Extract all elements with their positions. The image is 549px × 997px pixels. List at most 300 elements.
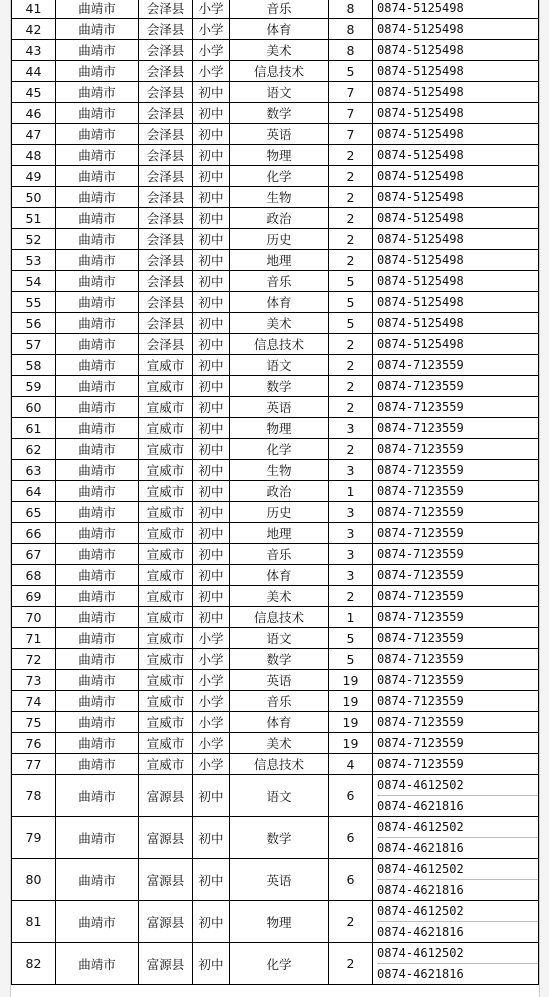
- subject-cell: 化学: [230, 439, 329, 460]
- subject-cell: 美术: [230, 586, 329, 607]
- subject-cell: 物理: [230, 418, 329, 439]
- table-row: [12, 460, 539, 481]
- row-number-cell: 59: [12, 376, 56, 397]
- row-number-cell: 75: [12, 712, 56, 733]
- city-cell: 曲靖市: [56, 586, 139, 607]
- phone-number: 0874-7123559: [377, 463, 464, 477]
- county-cell: 宣威市: [139, 523, 193, 544]
- county-cell: 会泽县: [139, 250, 193, 271]
- phone-cell: [373, 355, 539, 376]
- city-cell: 曲靖市: [56, 754, 139, 775]
- city-cell: 曲靖市: [56, 40, 139, 61]
- row-number-cell: 49: [12, 166, 56, 187]
- row-number-cell: 53: [12, 250, 56, 271]
- phone-cell: [373, 670, 539, 691]
- phone-number: 0874-7123559: [377, 757, 464, 771]
- table-row: [12, 670, 539, 691]
- count-cell: 5: [329, 61, 373, 82]
- school-level-cell: 初中: [193, 502, 230, 523]
- county-cell: 会泽县: [139, 82, 193, 103]
- school-level-cell: 初中: [193, 817, 230, 859]
- phone-number: 0874-4612502: [377, 862, 464, 876]
- city-cell: 曲靖市: [56, 19, 139, 40]
- table-row: [12, 817, 539, 859]
- phone-cell: [373, 649, 539, 670]
- phone-cell: [373, 19, 539, 40]
- row-number-cell: 64: [12, 481, 56, 502]
- county-cell: 会泽县: [139, 334, 193, 355]
- school-level-cell: 小学: [193, 649, 230, 670]
- subject-cell: 地理: [230, 250, 329, 271]
- city-cell: 曲靖市: [56, 670, 139, 691]
- city-cell: 曲靖市: [56, 250, 139, 271]
- subject-cell: 英语: [230, 859, 329, 901]
- subject-cell: 数学: [230, 103, 329, 124]
- city-cell: 曲靖市: [56, 649, 139, 670]
- phone-cell: [373, 607, 539, 628]
- county-cell: 会泽县: [139, 292, 193, 313]
- table-row: [12, 145, 539, 166]
- phone-number: 0874-7123559: [377, 442, 464, 456]
- subject-cell: 美术: [230, 733, 329, 754]
- count-cell: 2: [329, 943, 373, 985]
- school-level-cell: 初中: [193, 145, 230, 166]
- subject-cell: 政治: [230, 208, 329, 229]
- city-cell: 曲靖市: [56, 229, 139, 250]
- school-level-cell: 小学: [193, 754, 230, 775]
- row-number-cell: 57: [12, 334, 56, 355]
- phone-number: 0874-4621816: [377, 921, 538, 942]
- row-number-cell: 82: [12, 943, 56, 985]
- school-level-cell: 初中: [193, 418, 230, 439]
- table-row: [12, 250, 539, 271]
- phone-cell: [373, 82, 539, 103]
- city-cell: 曲靖市: [56, 292, 139, 313]
- count-cell: 3: [329, 502, 373, 523]
- phone-number: 0874-7123559: [377, 547, 464, 561]
- county-cell: 宣威市: [139, 376, 193, 397]
- row-number-cell: 68: [12, 565, 56, 586]
- row-number-cell: 71: [12, 628, 56, 649]
- count-cell: 8: [329, 40, 373, 61]
- school-level-cell: 小学: [193, 19, 230, 40]
- table-row: [12, 649, 539, 670]
- table-row: [12, 544, 539, 565]
- city-cell: 曲靖市: [56, 313, 139, 334]
- county-cell: 宣威市: [139, 670, 193, 691]
- school-level-cell: 初中: [193, 313, 230, 334]
- county-cell: 会泽县: [139, 0, 193, 19]
- count-cell: 8: [329, 19, 373, 40]
- table-row: [12, 61, 539, 82]
- county-cell: 会泽县: [139, 40, 193, 61]
- phone-cell: [373, 859, 539, 901]
- subject-cell: 英语: [230, 670, 329, 691]
- school-level-cell: 初中: [193, 292, 230, 313]
- city-cell: 曲靖市: [56, 334, 139, 355]
- county-cell: 宣威市: [139, 481, 193, 502]
- count-cell: 6: [329, 817, 373, 859]
- city-cell: 曲靖市: [56, 376, 139, 397]
- school-level-cell: 初中: [193, 607, 230, 628]
- city-cell: 曲靖市: [56, 712, 139, 733]
- count-cell: 3: [329, 418, 373, 439]
- count-cell: 5: [329, 271, 373, 292]
- count-cell: 5: [329, 628, 373, 649]
- row-number-cell: 78: [12, 775, 56, 817]
- subject-cell: 数学: [230, 649, 329, 670]
- subject-cell: 物理: [230, 145, 329, 166]
- county-cell: 富源县: [139, 901, 193, 943]
- phone-number: 0874-4612502: [377, 778, 464, 792]
- phone-cell: [373, 439, 539, 460]
- row-number-cell: 74: [12, 691, 56, 712]
- row-number-cell: 42: [12, 19, 56, 40]
- count-cell: 7: [329, 103, 373, 124]
- subject-cell: 信息技术: [230, 607, 329, 628]
- county-cell: 宣威市: [139, 754, 193, 775]
- phone-number: 0874-5125498: [377, 64, 464, 78]
- table-row: [12, 40, 539, 61]
- phone-number: 0874-5125498: [377, 85, 464, 99]
- row-number-cell: 62: [12, 439, 56, 460]
- table-row: [12, 82, 539, 103]
- count-cell: 5: [329, 313, 373, 334]
- phone-cell: [373, 754, 539, 775]
- phone-number: 0874-5125498: [377, 22, 464, 36]
- phone-cell: [373, 376, 539, 397]
- subject-cell: 体育: [230, 19, 329, 40]
- phone-number: 0874-7123559: [377, 400, 464, 414]
- table-row: [12, 208, 539, 229]
- table-row: [12, 166, 539, 187]
- school-level-cell: 小学: [193, 40, 230, 61]
- school-level-cell: 初中: [193, 943, 230, 985]
- count-cell: 6: [329, 775, 373, 817]
- phone-number: 0874-4612502: [377, 904, 464, 918]
- school-level-cell: 初中: [193, 82, 230, 103]
- subject-cell: 音乐: [230, 691, 329, 712]
- phone-cell: [373, 397, 539, 418]
- city-cell: 曲靖市: [56, 61, 139, 82]
- school-level-cell: 初中: [193, 355, 230, 376]
- table-row: [12, 607, 539, 628]
- city-cell: 曲靖市: [56, 439, 139, 460]
- recruitment-table: [11, 0, 539, 985]
- county-cell: 宣威市: [139, 565, 193, 586]
- table-row: [12, 376, 539, 397]
- phone-cell: [373, 0, 539, 19]
- phone-number: 0874-7123559: [377, 736, 464, 750]
- phone-cell: [373, 61, 539, 82]
- county-cell: 宣威市: [139, 691, 193, 712]
- subject-cell: 化学: [230, 166, 329, 187]
- phone-number: 0874-5125498: [377, 295, 464, 309]
- table-row: [12, 229, 539, 250]
- phone-cell: [373, 817, 539, 859]
- phone-number: 0874-5125498: [377, 106, 464, 120]
- row-number-cell: 65: [12, 502, 56, 523]
- school-level-cell: 小学: [193, 61, 230, 82]
- row-number-cell: 76: [12, 733, 56, 754]
- county-cell: 宣威市: [139, 397, 193, 418]
- school-level-cell: 初中: [193, 565, 230, 586]
- count-cell: 2: [329, 145, 373, 166]
- phone-number: 0874-5125498: [377, 127, 464, 141]
- county-cell: 富源县: [139, 859, 193, 901]
- phone-number: 0874-4612502: [377, 946, 464, 960]
- subject-cell: 化学: [230, 943, 329, 985]
- row-number-cell: 45: [12, 82, 56, 103]
- row-number-cell: 73: [12, 670, 56, 691]
- county-cell: 会泽县: [139, 145, 193, 166]
- count-cell: 19: [329, 712, 373, 733]
- city-cell: 曲靖市: [56, 733, 139, 754]
- row-number-cell: 67: [12, 544, 56, 565]
- school-level-cell: 初中: [193, 166, 230, 187]
- row-number-cell: 77: [12, 754, 56, 775]
- subject-cell: 数学: [230, 817, 329, 859]
- phone-cell: [373, 418, 539, 439]
- county-cell: 宣威市: [139, 733, 193, 754]
- row-number-cell: 61: [12, 418, 56, 439]
- row-number-cell: 56: [12, 313, 56, 334]
- count-cell: 2: [329, 901, 373, 943]
- school-level-cell: 初中: [193, 334, 230, 355]
- count-cell: 1: [329, 607, 373, 628]
- city-cell: 曲靖市: [56, 82, 139, 103]
- count-cell: 5: [329, 649, 373, 670]
- table-row: [12, 0, 539, 19]
- city-cell: 曲靖市: [56, 775, 139, 817]
- school-level-cell: 小学: [193, 670, 230, 691]
- county-cell: 会泽县: [139, 208, 193, 229]
- row-number-cell: 55: [12, 292, 56, 313]
- county-cell: 会泽县: [139, 271, 193, 292]
- row-number-cell: 44: [12, 61, 56, 82]
- school-level-cell: 小学: [193, 0, 230, 19]
- table-row: [12, 775, 539, 817]
- row-number-cell: 80: [12, 859, 56, 901]
- school-level-cell: 初中: [193, 439, 230, 460]
- subject-cell: 政治: [230, 481, 329, 502]
- row-number-cell: 69: [12, 586, 56, 607]
- phone-number: 0874-5125498: [377, 274, 464, 288]
- county-cell: 富源县: [139, 817, 193, 859]
- county-cell: 宣威市: [139, 355, 193, 376]
- county-cell: 宣威市: [139, 649, 193, 670]
- school-level-cell: 初中: [193, 481, 230, 502]
- phone-number: 0874-7123559: [377, 358, 464, 372]
- subject-cell: 数学: [230, 376, 329, 397]
- row-number-cell: 60: [12, 397, 56, 418]
- county-cell: 宣威市: [139, 418, 193, 439]
- school-level-cell: 初中: [193, 124, 230, 145]
- table-row: [12, 523, 539, 544]
- table-row: [12, 334, 539, 355]
- count-cell: 2: [329, 187, 373, 208]
- phone-number: 0874-5125498: [377, 232, 464, 246]
- city-cell: 曲靖市: [56, 124, 139, 145]
- row-number-cell: 66: [12, 523, 56, 544]
- city-cell: 曲靖市: [56, 355, 139, 376]
- row-number-cell: 52: [12, 229, 56, 250]
- school-level-cell: 初中: [193, 397, 230, 418]
- school-level-cell: 小学: [193, 691, 230, 712]
- count-cell: 2: [329, 250, 373, 271]
- phone-number: 0874-5125498: [377, 337, 464, 351]
- phone-number: 0874-7123559: [377, 715, 464, 729]
- city-cell: 曲靖市: [56, 859, 139, 901]
- phone-number: 0874-7123559: [377, 589, 464, 603]
- city-cell: 曲靖市: [56, 187, 139, 208]
- row-number-cell: 46: [12, 103, 56, 124]
- school-level-cell: 初中: [193, 187, 230, 208]
- phone-cell: [373, 40, 539, 61]
- subject-cell: 美术: [230, 40, 329, 61]
- phone-cell: [373, 103, 539, 124]
- school-level-cell: 初中: [193, 208, 230, 229]
- county-cell: 会泽县: [139, 124, 193, 145]
- phone-cell: [373, 943, 539, 985]
- county-cell: 会泽县: [139, 187, 193, 208]
- table-row: [12, 187, 539, 208]
- county-cell: 宣威市: [139, 502, 193, 523]
- subject-cell: 语文: [230, 355, 329, 376]
- phone-cell: [373, 313, 539, 334]
- phone-cell: [373, 901, 539, 943]
- table-body: [12, 0, 539, 985]
- phone-cell: [373, 586, 539, 607]
- phone-number: 0874-5125498: [377, 211, 464, 225]
- county-cell: 会泽县: [139, 61, 193, 82]
- school-level-cell: 小学: [193, 712, 230, 733]
- county-cell: 宣威市: [139, 712, 193, 733]
- row-number-cell: 54: [12, 271, 56, 292]
- city-cell: 曲靖市: [56, 544, 139, 565]
- phone-number: 0874-5125498: [377, 316, 464, 330]
- school-level-cell: 初中: [193, 586, 230, 607]
- count-cell: 2: [329, 439, 373, 460]
- county-cell: 宣威市: [139, 628, 193, 649]
- phone-cell: [373, 292, 539, 313]
- city-cell: 曲靖市: [56, 565, 139, 586]
- count-cell: 3: [329, 565, 373, 586]
- count-cell: 2: [329, 397, 373, 418]
- city-cell: 曲靖市: [56, 208, 139, 229]
- subject-cell: 信息技术: [230, 334, 329, 355]
- phone-cell: [373, 334, 539, 355]
- table-row: [12, 586, 539, 607]
- city-cell: 曲靖市: [56, 901, 139, 943]
- county-cell: 宣威市: [139, 439, 193, 460]
- count-cell: 2: [329, 166, 373, 187]
- phone-cell: [373, 733, 539, 754]
- phone-cell: [373, 544, 539, 565]
- count-cell: 2: [329, 355, 373, 376]
- phone-cell: [373, 712, 539, 733]
- school-level-cell: 初中: [193, 775, 230, 817]
- table-row: [12, 712, 539, 733]
- school-level-cell: 小学: [193, 628, 230, 649]
- school-level-cell: 初中: [193, 460, 230, 481]
- table-row: [12, 124, 539, 145]
- school-level-cell: 初中: [193, 103, 230, 124]
- phone-number: 0874-4621816: [377, 963, 538, 984]
- table-row: [12, 691, 539, 712]
- subject-cell: 物理: [230, 901, 329, 943]
- subject-cell: 音乐: [230, 271, 329, 292]
- city-cell: 曲靖市: [56, 271, 139, 292]
- count-cell: 7: [329, 124, 373, 145]
- phone-cell: [373, 187, 539, 208]
- table-row: [12, 313, 539, 334]
- phone-number: 0874-4621816: [377, 879, 538, 900]
- subject-cell: 历史: [230, 502, 329, 523]
- table-row: [12, 418, 539, 439]
- phone-cell: [373, 502, 539, 523]
- subject-cell: 语文: [230, 775, 329, 817]
- phone-number: 0874-4621816: [377, 795, 538, 816]
- school-level-cell: 初中: [193, 901, 230, 943]
- county-cell: 富源县: [139, 943, 193, 985]
- phone-number: 0874-5125498: [377, 1, 464, 15]
- county-cell: 富源县: [139, 775, 193, 817]
- subject-cell: 历史: [230, 229, 329, 250]
- county-cell: 会泽县: [139, 229, 193, 250]
- phone-number: 0874-7123559: [377, 568, 464, 582]
- phone-cell: [373, 124, 539, 145]
- table-row: [12, 733, 539, 754]
- city-cell: 曲靖市: [56, 0, 139, 19]
- phone-number: 0874-7123559: [377, 631, 464, 645]
- row-number-cell: 58: [12, 355, 56, 376]
- county-cell: 会泽县: [139, 19, 193, 40]
- phone-cell: [373, 691, 539, 712]
- school-level-cell: 小学: [193, 733, 230, 754]
- table-row: [12, 565, 539, 586]
- city-cell: 曲靖市: [56, 817, 139, 859]
- subject-cell: 语文: [230, 628, 329, 649]
- county-cell: 宣威市: [139, 607, 193, 628]
- count-cell: 6: [329, 859, 373, 901]
- phone-cell: [373, 460, 539, 481]
- city-cell: 曲靖市: [56, 166, 139, 187]
- subject-cell: 音乐: [230, 544, 329, 565]
- table-row: [12, 439, 539, 460]
- phone-number: 0874-5125498: [377, 253, 464, 267]
- phone-cell: [373, 250, 539, 271]
- phone-number: 0874-5125498: [377, 190, 464, 204]
- phone-cell: [373, 481, 539, 502]
- county-cell: 会泽县: [139, 103, 193, 124]
- school-level-cell: 初中: [193, 523, 230, 544]
- phone-number: 0874-4612502: [377, 820, 464, 834]
- table-row: [12, 355, 539, 376]
- phone-number: 0874-7123559: [377, 526, 464, 540]
- phone-cell: [373, 229, 539, 250]
- phone-cell: [373, 628, 539, 649]
- city-cell: 曲靖市: [56, 943, 139, 985]
- subject-cell: 体育: [230, 565, 329, 586]
- phone-cell: [373, 271, 539, 292]
- subject-cell: 地理: [230, 523, 329, 544]
- count-cell: 19: [329, 733, 373, 754]
- school-level-cell: 初中: [193, 859, 230, 901]
- phone-number: 0874-7123559: [377, 694, 464, 708]
- subject-cell: 体育: [230, 712, 329, 733]
- count-cell: 2: [329, 229, 373, 250]
